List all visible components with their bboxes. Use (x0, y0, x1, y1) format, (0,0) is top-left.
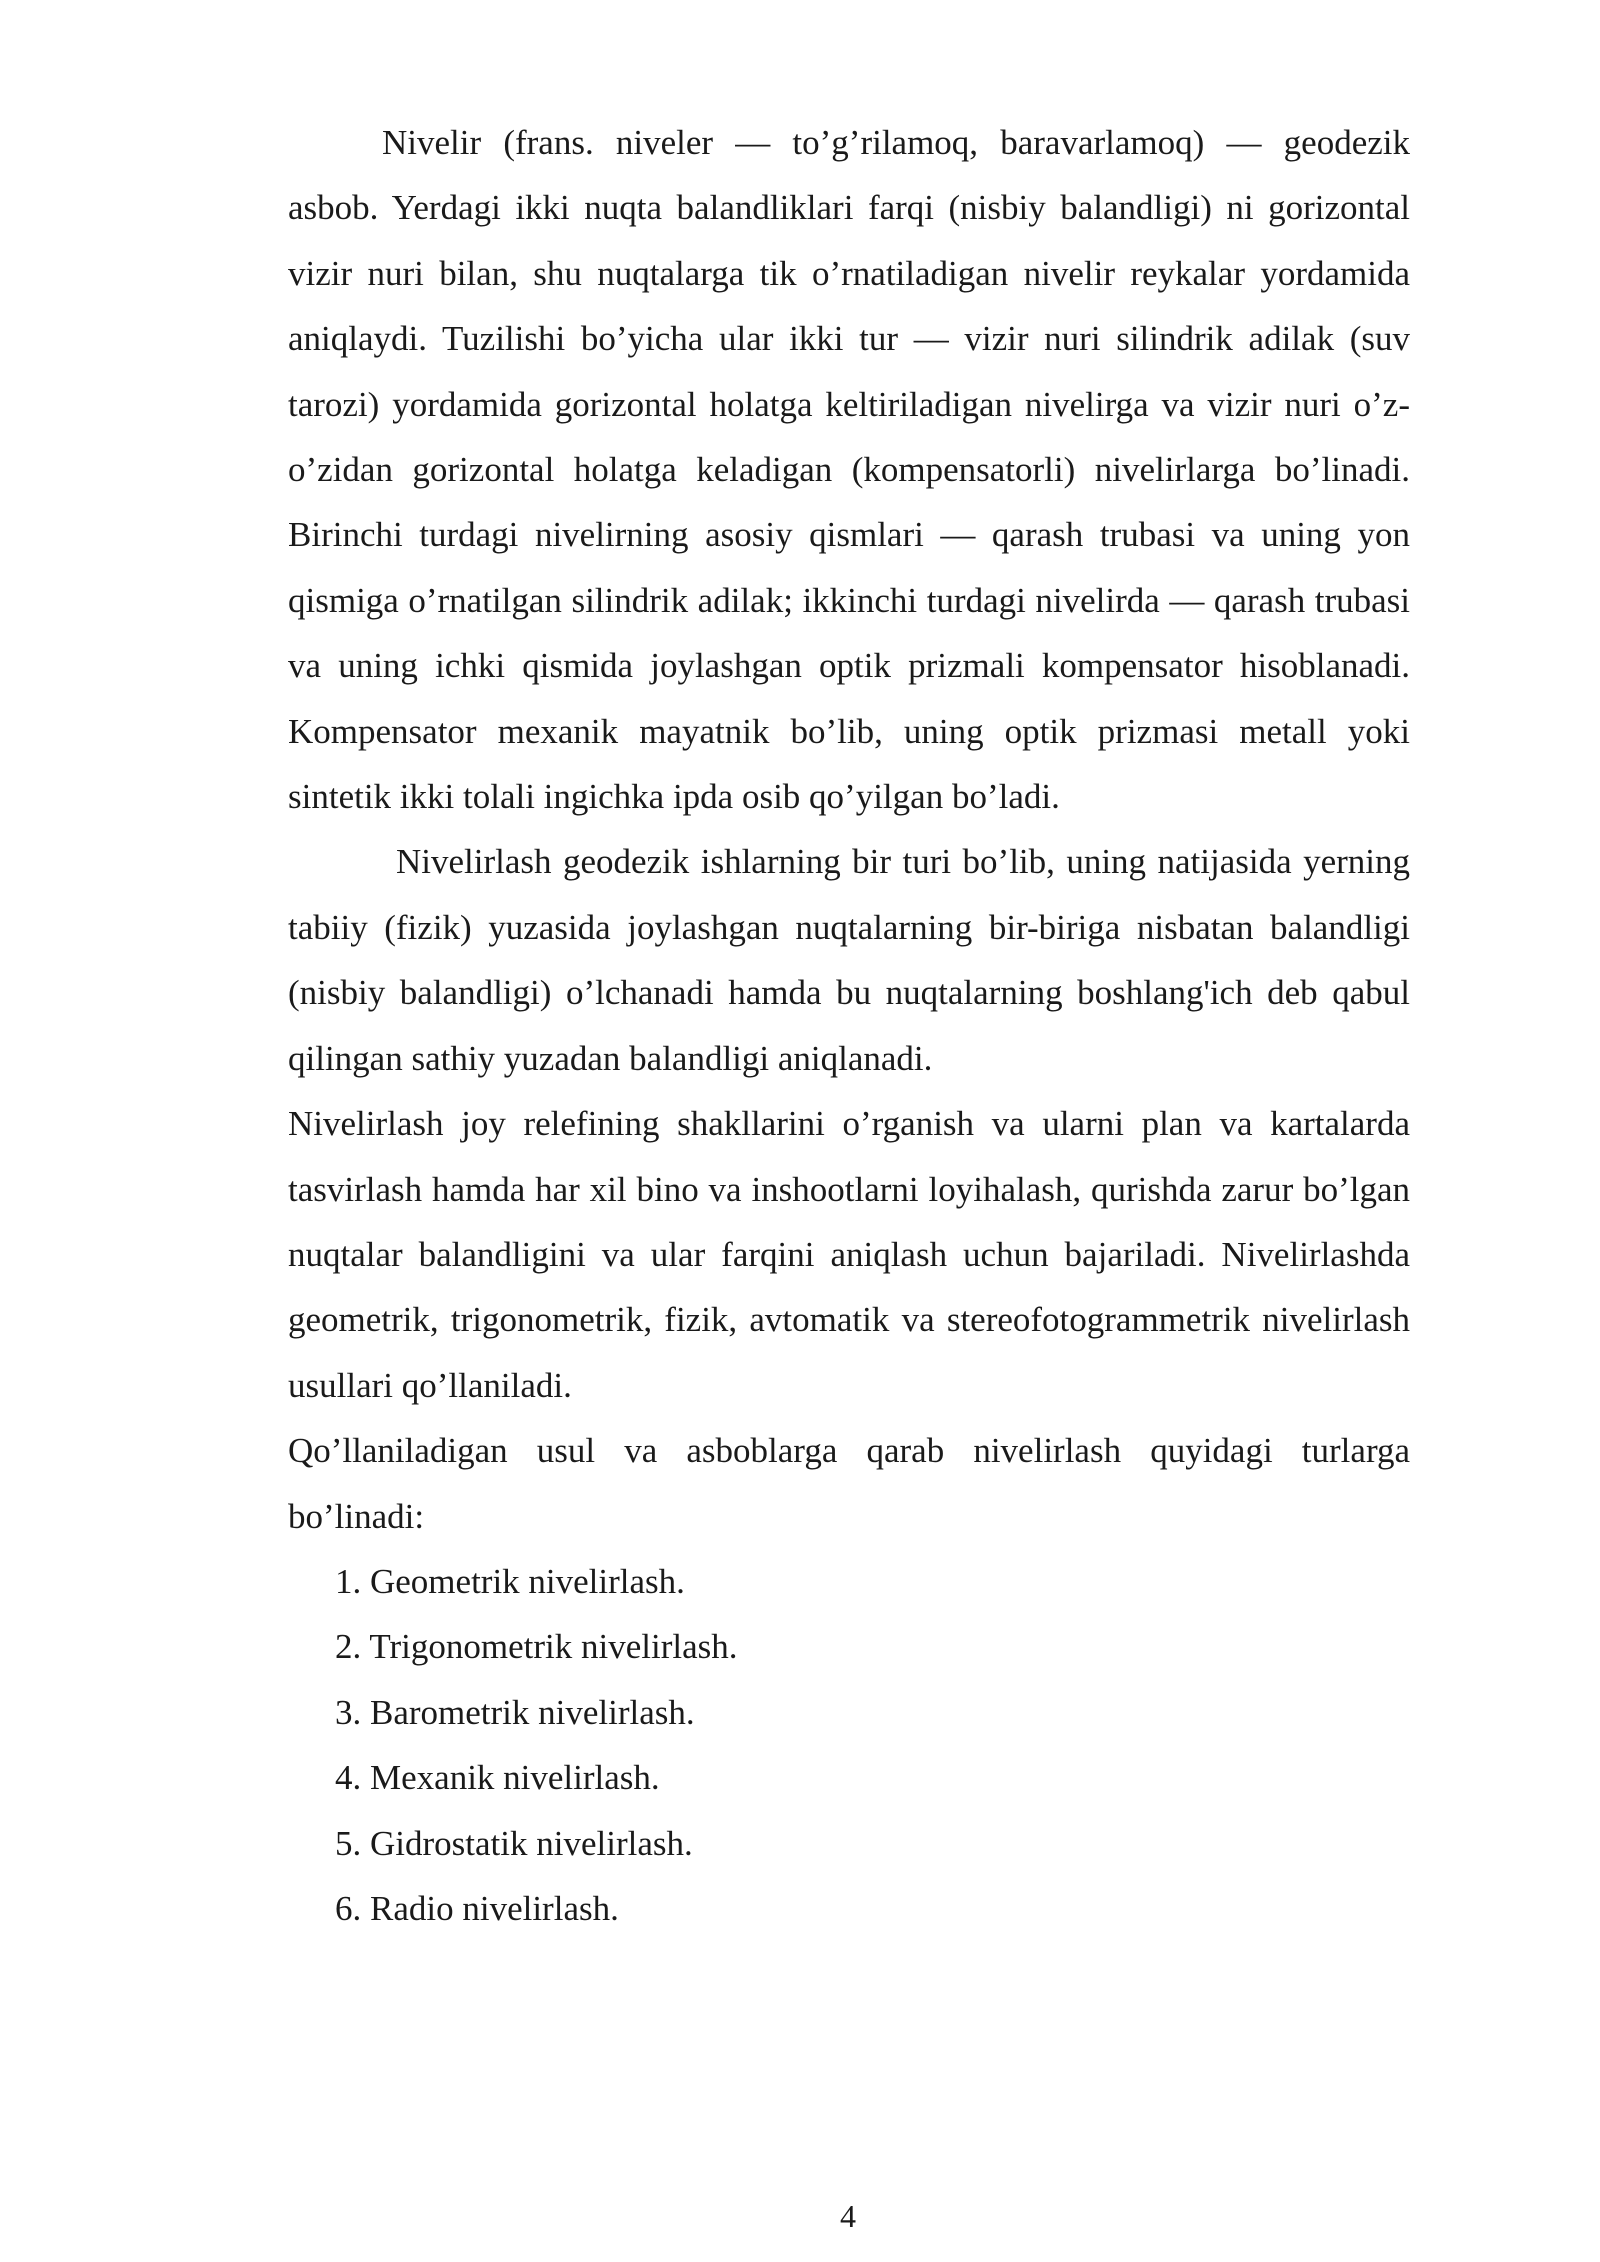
list-item: 6. Radio nivelirlash. (335, 1888, 619, 1928)
paragraph-nivelirlash-purpose: Nivelirlash joy relefining shakllarini o’rganish va ularni plan va kartalarda tasvirlash hamda har xil bino va inshootlarni loyihalash, qurishda zarur bo’lgan nuqtalar balandligini va ular farqini aniqlash uchun bajariladi. Nivelirlashda geometrik, trigonometrik, fizik, avtomatik va stereofotogrammetrik nivelirlash usullari qo’llaniladi. (288, 1104, 1410, 1405)
list-item: 5. Gidrostatik nivelirlash. (335, 1823, 693, 1863)
nivelirlash-types-list (288, 1549, 1410, 1941)
list-item: 1. Geometrik nivelirlash. (335, 1561, 685, 1601)
paragraph-types-intro: Qo’llaniladigan usul va asboblarga qarab nivelirlash quyidagi turlarga bo’linadi: (288, 1431, 1410, 1536)
paragraph-nivelirlash-definition: Nivelirlash geodezik ishlarning bir turi bo’lib, uning natijasida yerning tabiiy (fizik) yuzasida joylashgan nuqtalarning bir-biriga nisbatan balandligi (nisbiy balandligi) o’lchanadi hamda bu nuqtalarning boshlang'ich deb qabul qilingan sathiy yuzadan balandligi aniqlanadi. (288, 842, 1410, 1078)
list-item: 2. Trigonometrik nivelirlash. (335, 1627, 738, 1667)
list-item: 3. Barometrik nivelirlash. (335, 1692, 695, 1732)
page-number: 4 (840, 2198, 856, 2234)
page-content (288, 110, 1410, 1941)
list-item: 4. Mexanik nivelirlash. (335, 1758, 660, 1798)
paragraph-nivelir-definition: Nivelir (frans. niveler — to’g’rilamoq, baravarlamoq) — geodezik asbob. Yerdagi ikki nuqta balandliklari farqi (nisbiy balandligi) ni gorizontal vizir nuri bilan, shu nuqtalarga tik o’rnatiladigan nivelir reykalar yordamida aniqlaydi. Tuzilishi bo’yicha ular ikki tur — vizir nuri silindrik adilak (suv tarozi) yordamida gorizontal holatga keltiriladigan nivelirga va vizir nuri o’z-o’zidan gorizontal holatga keladigan (kompensatorli) nivelirlarga bo’linadi. Birinchi turdagi nivelirning asosiy qismlari — qarash trubasi va uning yon qismiga o’rnatilgan silindrik adilak; ikkinchi turdagi nivelirda — qarash trubasi va uning ichki qismida joylashgan optik prizmali kompensator hisoblanadi. Kompensator mexanik mayatnik bo’lib, uning optik prizmasi metall yoki sintetik ikki tolali ingichka ipda osib qo’yilgan bo’ladi. (288, 123, 1410, 817)
